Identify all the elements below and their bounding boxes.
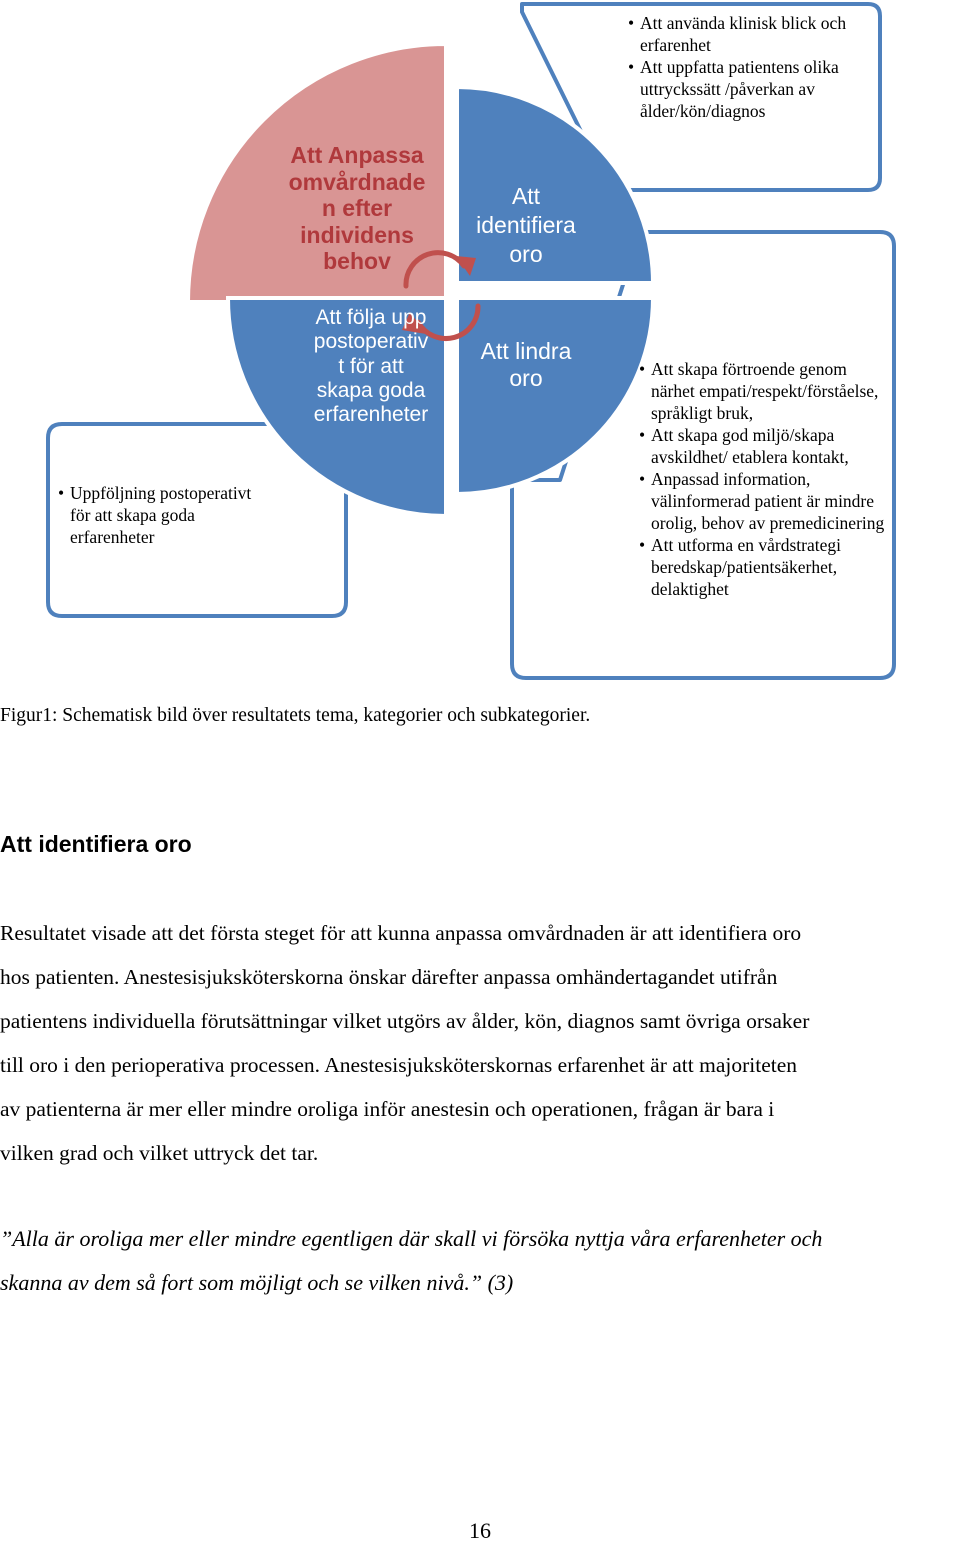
interview-quote <box>0 1217 960 1305</box>
quote-line: skanna av dem så fort som möjligt och se vilken nivå.” (3) <box>0 1270 514 1295</box>
body-paragraph <box>0 911 960 1175</box>
body-line: till oro i den perioperativa processen. Anestesisjuksköterskornas erfarenhet är att majoriteten <box>0 1053 798 1077</box>
quadrant-blue-lindra <box>457 298 653 494</box>
callout-list-left <box>58 482 258 548</box>
result-diagram <box>0 0 960 700</box>
callout-item: • Att skapa god miljö/skapa avskildhet/ etablera kontakt, <box>639 424 894 468</box>
callout-item: • Att uppfatta patientens olika uttryckssätt /påverkan av ålder/kön/diagnos <box>628 56 878 122</box>
quadrant-label-folja-upp: Att följa upp postoperativ t för att skapa goda erfarenheter <box>313 306 429 427</box>
body-line: patientens individuella förutsättningar vilket utgörs av ålder, kön, diagnos samt övriga orsaker <box>0 1009 810 1033</box>
callout-item: • Att utforma en vårdstrategi beredskap/patientsäkerhet, delaktighet <box>639 534 894 600</box>
body-line: av patienterna är mer eller mindre oroliga inför anestesin och operationen, frågan är bara i <box>0 1097 775 1121</box>
callout-item: • Att skapa förtroende genom närhet empati/respekt/förståelse, språkligt bruk, <box>639 358 894 424</box>
body-line: Resultatet visade att det första steget för att kunna anpassa omvårdnaden är att identifiera oro <box>0 921 802 945</box>
callout-item: • Anpassad information, välinformerad patient är mindre orolig, behov av premedicinering <box>639 468 894 534</box>
callout-item: • Att använda klinisk blick och erfarenhet <box>628 12 878 56</box>
quadrant-label-anpassa: Att Anpassa omvårdnade n efter individens behov <box>288 142 426 274</box>
quote-line: ”Alla är oroliga mer eller mindre egentligen där skall vi försöka nyttja våra erfarenheter och <box>0 1226 823 1251</box>
page-number: 16 <box>469 1518 491 1543</box>
callout-item: • Uppföljning postoperativt för att skapa goda erfarenheter <box>58 482 258 548</box>
body-line: vilken grad och vilket uttryck det tar. <box>0 1141 319 1165</box>
quadrant-label-identifiera: Att identifiera oro <box>476 183 576 267</box>
body-line: hos patienten. Anestesisjuksköterskorna önskar därefter anpassa omhändertagandet utifrån <box>0 965 778 989</box>
callout-list-right <box>639 358 894 600</box>
section-heading: Att identifiera oro <box>0 831 192 857</box>
callout-list-top <box>628 12 878 122</box>
quadrant-label-lindra: Att lindra oro <box>480 338 572 391</box>
figure-caption: Figur1: Schematisk bild över resultatets tema, kategorier och subkategorier. <box>0 705 591 726</box>
